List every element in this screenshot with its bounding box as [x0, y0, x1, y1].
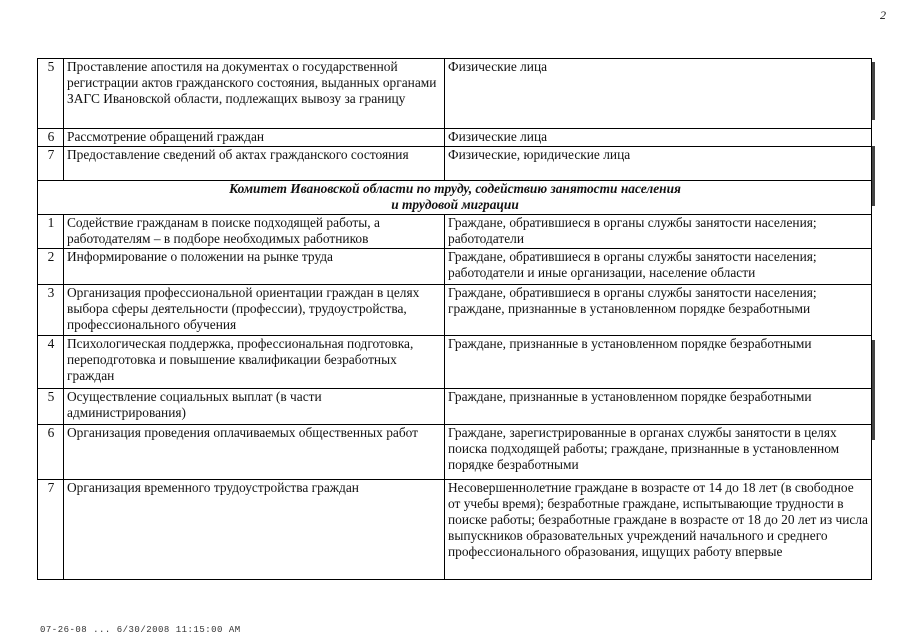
service-name: Информирование о положении на рынке труда	[64, 249, 445, 285]
table-row	[38, 285, 872, 336]
service-name: Осуществление социальных выплат (в части администрирования)	[64, 389, 445, 425]
row-number: 5	[38, 389, 64, 425]
table-row	[38, 425, 872, 480]
section-title-line-1: Комитет Ивановской области по труду, содействию занятости населения	[229, 181, 681, 196]
row-number: 6	[38, 425, 64, 480]
table-row	[38, 215, 872, 249]
service-recipients: Несовершеннолетние граждане в возрасте от 14 до 18 лет (в свободное от учебы время); безработные граждане, испытывающие трудности в поиске работы; безработные граждане в возрасте от 18 до 20 лет из числа выпускников образовательных учреждений начального и среднего профессионального образования, ищущих работу впервые	[445, 480, 872, 580]
services-table	[37, 58, 872, 580]
service-name: Содействие гражданам в поиске подходящей работы, а работодателям – в подборе необходимых работников	[64, 215, 445, 249]
service-name: Проставление апостиля на документах о государственной регистрации актов гражданского состояния, выданных органами ЗАГС Ивановской области, подлежащих вывозу за границу	[64, 59, 445, 129]
service-name: Организация временного трудоустройства граждан	[64, 480, 445, 580]
row-number: 1	[38, 215, 64, 249]
table-row	[38, 336, 872, 389]
service-name: Организация проведения оплачиваемых общественных работ	[64, 425, 445, 480]
row-number: 7	[38, 147, 64, 181]
service-name: Психологическая поддержка, профессиональная подготовка, переподготовка и повышение квалификации безработных граждан	[64, 336, 445, 389]
row-number: 6	[38, 129, 64, 147]
row-number: 3	[38, 285, 64, 336]
service-recipients: Физические, юридические лица	[445, 147, 872, 181]
service-name: Предоставление сведений об актах гражданского состояния	[64, 147, 445, 181]
service-name: Организация профессиональной ориентации граждан в целях выбора сферы деятельности (профессии), трудоустройства, профессионального обучения	[64, 285, 445, 336]
service-recipients: Граждане, обратившиеся в органы службы занятости населения; граждане, признанные в установленном порядке безработными	[445, 285, 872, 336]
table-row	[38, 249, 872, 285]
table-row	[38, 59, 872, 129]
service-recipients: Граждане, обратившиеся в органы службы занятости населения; работодатели	[445, 215, 872, 249]
page-number: 2	[880, 8, 886, 22]
fax-footer: 07-26-08 ... 6/30/2008 11:15:00 AM	[40, 625, 241, 635]
section-title-line-2: и трудовой миграции	[391, 197, 519, 212]
service-recipients: Физические лица	[445, 59, 872, 129]
table-row	[38, 480, 872, 580]
service-recipients: Граждане, зарегистрированные в органах службы занятости в целях поиска подходящей работы; граждане, признанные в установленном порядке безработными	[445, 425, 872, 480]
row-number: 4	[38, 336, 64, 389]
table-row	[38, 129, 872, 147]
table-row	[38, 147, 872, 181]
service-recipients: Граждане, признанные в установленном порядке безработными	[445, 336, 872, 389]
table-row	[38, 389, 872, 425]
section-header	[38, 181, 872, 215]
service-recipients: Физические лица	[445, 129, 872, 147]
service-recipients: Граждане, обратившиеся в органы службы занятости населения; работодатели и иные организации, население области	[445, 249, 872, 285]
row-number: 2	[38, 249, 64, 285]
service-recipients: Граждане, признанные в установленном порядке безработными	[445, 389, 872, 425]
section-header-row	[38, 181, 872, 215]
scan-edge-mark	[872, 340, 875, 440]
row-number: 7	[38, 480, 64, 580]
scan-edge-mark	[872, 146, 875, 206]
scan-edge-mark	[872, 62, 875, 120]
service-name: Рассмотрение обращений граждан	[64, 129, 445, 147]
row-number: 5	[38, 59, 64, 129]
